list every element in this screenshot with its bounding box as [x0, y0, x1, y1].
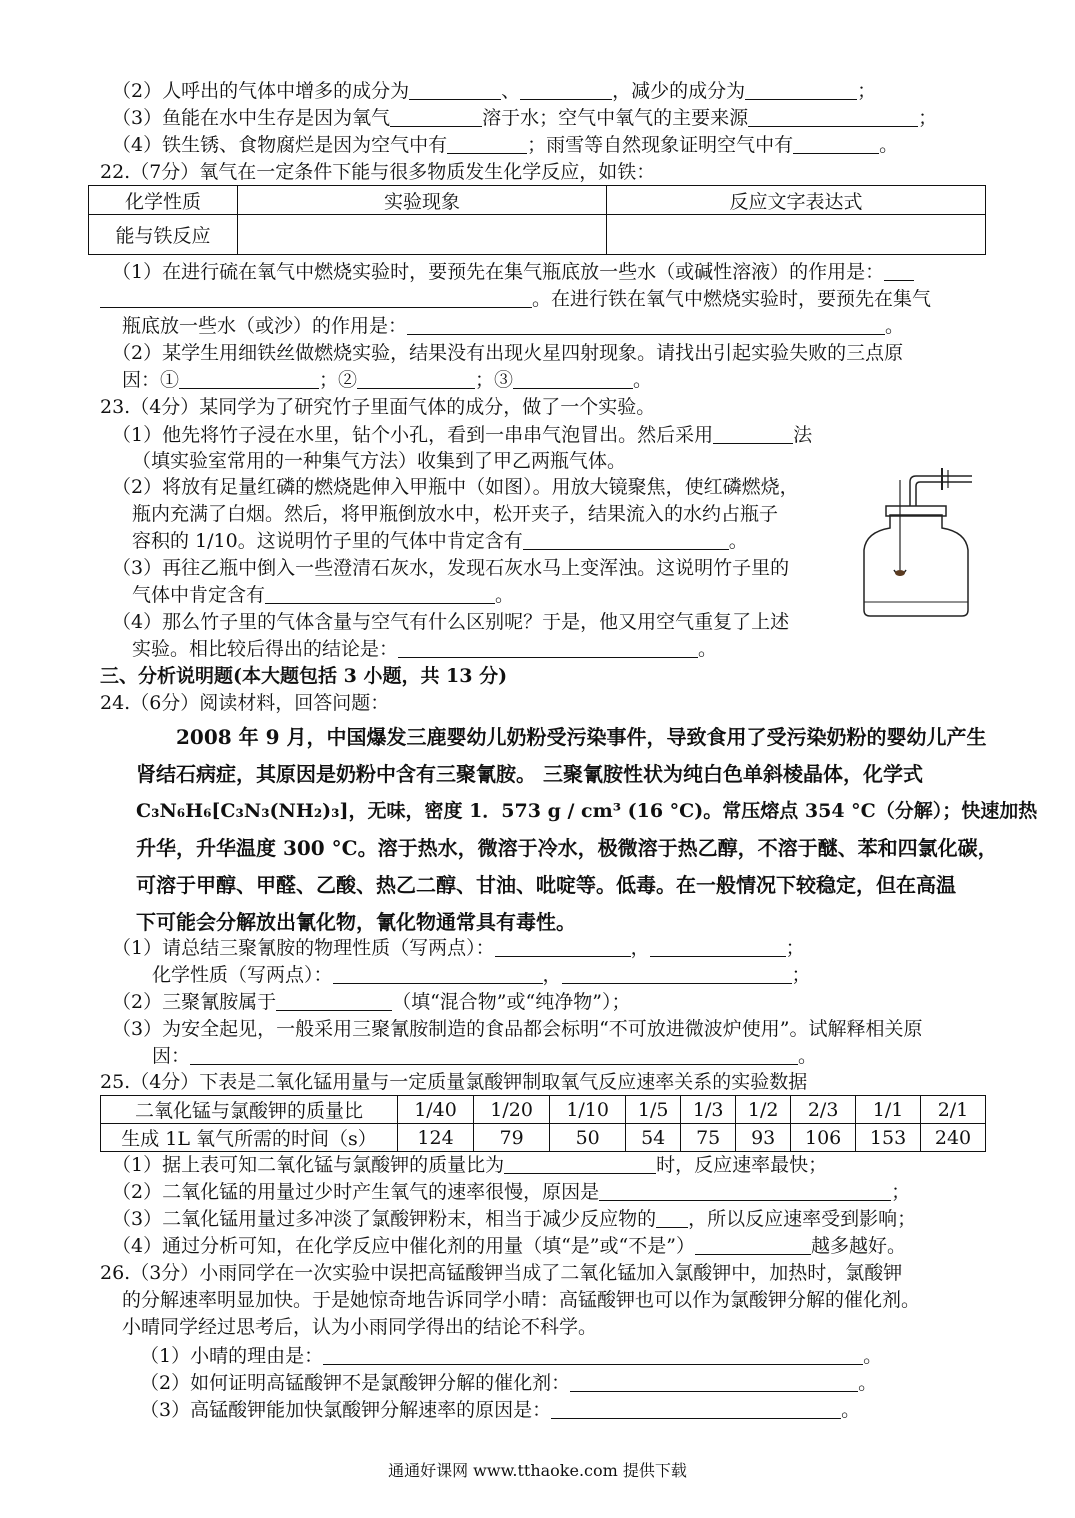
answer-blank[interactable]: [504, 1155, 656, 1174]
page-footer: 通通好课网 www.tthaoke.com 提供下载: [388, 1461, 687, 1480]
text: 因：①: [122, 369, 180, 391]
text: 气体中肯定含有: [132, 584, 266, 606]
q24-title: 24.（6分）阅读材料，回答问题：: [100, 692, 390, 714]
q22-p2-line1: （2）某学生用细铁丝做燃烧实验，结果没有出现火星四射现象。请找出引起实验失败的三点原: [112, 342, 904, 364]
q24-material-line6: 下可能会分解放出氰化物，氰化物通常具有毒性。: [136, 910, 576, 934]
q22-p1-line3: [122, 313, 904, 340]
text: 因：: [152, 1045, 191, 1067]
text: （4）铁生锈、食物腐烂是因为空气中有: [112, 134, 448, 156]
q25-title: 25.（4分）下表是二氧化锰用量与一定质量氯酸钾制取氧气反应速率关系的实验数据: [100, 1071, 808, 1093]
answer-blank[interactable]: [513, 370, 633, 389]
gas-bottle-apparatus-diagram: [852, 420, 982, 620]
answer-blank[interactable]: [100, 289, 532, 308]
q21-line3: [112, 105, 937, 132]
red-phosphorus-icon: [895, 570, 905, 576]
table-header: 实验现象: [238, 186, 607, 215]
table-row-label: 生成 1L 氧气所需的时间（s）: [101, 1124, 398, 1152]
table-cell: 1/40: [398, 1096, 474, 1124]
q25-data-table: [100, 1095, 986, 1152]
table-cell: 2/3: [791, 1096, 856, 1124]
answer-blank[interactable]: [884, 262, 914, 281]
text: ；: [791, 964, 811, 986]
q22-table: [88, 185, 986, 255]
answer-blank[interactable]: [562, 965, 792, 984]
q23-p2-line2: 瓶内充满了白烟。然后，将甲瓶倒放水中，松开夹子，结果流入的水约占瓶子: [132, 503, 779, 525]
q23-p3-line2: [132, 582, 514, 609]
answer-blank[interactable]: [656, 1209, 688, 1228]
q24-p1-line1: [112, 935, 805, 962]
q24-material-line2: 肾结石病症，其原因是奶粉中含有三聚氰胺。 三聚氰胺性状为纯白色单斜棱晶体，化学式: [136, 762, 923, 786]
q24-p3-line1: （3）为安全起见，一般采用三聚氰胺制造的食品都会标明“不可放进微波炉使用”。试解释相关原: [112, 1018, 923, 1040]
answer-blank[interactable]: [409, 81, 501, 100]
text: ；②: [319, 369, 358, 391]
answer-blank[interactable]: [745, 81, 857, 100]
q23-p4-line2: [132, 636, 717, 663]
answer-blank[interactable]: [650, 938, 786, 957]
answer-blank[interactable]: [333, 965, 543, 984]
table-cell: 1/3: [681, 1096, 736, 1124]
text: （2）三聚氰胺属于: [112, 991, 277, 1013]
text: ；雨雪等自然现象证明空气中有: [527, 134, 794, 156]
q23-p1-line2: （填实验室常用的一种集气方法）收集到了甲乙两瓶气体。: [132, 450, 627, 472]
q26-p1: [140, 1343, 882, 1370]
answer-blank[interactable]: [447, 135, 527, 154]
answer-blank[interactable]: [713, 425, 793, 444]
text: （1）请总结三聚氰胺的物理性质（写两点）：: [112, 937, 495, 959]
answer-blank[interactable]: [551, 1400, 841, 1419]
q23-p3-line1: （3）再往乙瓶中倒入一些澄清石灰水，发现石灰水马上变浑浊。这说明竹子里的: [112, 557, 790, 579]
text: （2）如何证明高锰酸钾不是氯酸钾分解的催化剂：: [140, 1372, 571, 1394]
q22-title: 22.（7分）氧气在一定条件下能与很多物质发生化学反应，如铁：: [100, 161, 656, 183]
answer-blank[interactable]: [357, 370, 475, 389]
text: 。: [495, 584, 515, 606]
table-cell: 1/5: [626, 1096, 681, 1124]
text: 法: [793, 424, 813, 446]
text: 。: [728, 530, 748, 552]
answer-blank[interactable]: [398, 639, 698, 658]
text: （1）小晴的理由是：: [140, 1345, 324, 1367]
answer-blank[interactable]: [276, 992, 392, 1011]
text: （2）人呼出的气体中增多的成分为: [112, 80, 410, 102]
text: 。: [698, 638, 718, 660]
answer-blank[interactable]: [523, 531, 729, 550]
answer-blank[interactable]: [390, 108, 482, 127]
table-row: [101, 1096, 986, 1124]
q24-material-line3: C₃N₆H₆[C₃N₃(NH₂)₃]，无味，密度 1．573 g / cm³ (16 °C)。常压熔点 354 °C（分解）；快速加热: [136, 800, 1038, 822]
q21-line2: [112, 78, 876, 105]
text: （1）他先将竹子浸在水里，钻个小孔，看到一串串气泡冒出。然后采用: [112, 424, 714, 446]
q24-material-line4: 升华，升华温度 300 °C。溶于热水，微溶于冷水，极微溶于热乙醇，不溶于醚、苯和四氯化碳，: [136, 836, 998, 860]
table-cell: 106: [791, 1124, 856, 1152]
table-header: 反应文字表达式: [607, 186, 986, 215]
table-cell: 124: [398, 1124, 474, 1152]
table-cell: 240: [921, 1124, 986, 1152]
text: ；: [785, 937, 805, 959]
q26-p3: [140, 1397, 860, 1424]
text: ，所以反应速率受到影响；: [688, 1208, 917, 1230]
table-cell: 1/1: [856, 1096, 921, 1124]
answer-blank[interactable]: [495, 938, 631, 957]
text: （3）二氧化锰用量过多冲淡了氯酸钾粉末，相当于减少反应物的: [112, 1208, 657, 1230]
text: ；: [918, 107, 938, 129]
table-cell: 1/10: [550, 1096, 626, 1124]
table-cell-answer[interactable]: [238, 215, 607, 255]
q24-material-line5: 可溶于甲醇、甲醛、乙酸、热乙二醇、甘油、吡啶等。低毒。在一般情况下较稳定，但在高温: [136, 873, 956, 897]
q24-material-line1: 2008 年 9 月，中国爆发三鹿婴幼儿奶粉受污染事件，导致食用了受污染奶粉的婴幼儿产生: [176, 725, 987, 749]
answer-blank[interactable]: [570, 1373, 858, 1392]
answer-blank[interactable]: [407, 316, 885, 335]
text: ，: [542, 964, 562, 986]
text: 。: [863, 1345, 883, 1367]
table-cell: 75: [681, 1124, 736, 1152]
answer-blank[interactable]: [599, 1182, 891, 1201]
q25-p4: [112, 1233, 906, 1260]
answer-blank[interactable]: [748, 108, 918, 127]
q23-p2-line3: [132, 528, 748, 555]
q23-p2-line1: （2）将放有足量红磷的燃烧匙伸入甲瓶中（如图）。用放大镜聚焦，使红磷燃烧，: [112, 476, 799, 498]
text: ；③: [475, 369, 514, 391]
text: ；: [891, 1181, 911, 1203]
answer-blank[interactable]: [323, 1346, 863, 1365]
text: （填“混合物”或“纯净物”）；: [392, 991, 631, 1013]
table-cell: 能与铁反应: [89, 215, 238, 255]
q25-p3: [112, 1206, 916, 1233]
table-cell: 54: [626, 1124, 681, 1152]
q25-p2: [112, 1179, 910, 1206]
text: （4）通过分析可知，在化学反应中催化剂的用量（填“是”或“不是”）: [112, 1235, 695, 1257]
q22-p1-line1: [112, 259, 914, 286]
q26-line2: 的分解速率明显加快。于是她惊奇地告诉同学小晴：高锰酸钾也可以作为氯酸钾分解的催化剂。: [122, 1289, 921, 1311]
q26-p2: [140, 1370, 877, 1397]
text: （3）高锰酸钾能加快氯酸钾分解速率的原因是：: [140, 1399, 552, 1421]
answer-blank[interactable]: [179, 370, 319, 389]
answer-blank[interactable]: [520, 81, 612, 100]
text: ，减少的成分为: [612, 80, 746, 102]
q21-line4: [112, 132, 898, 159]
q24-p3-line2: [152, 1043, 817, 1070]
q22-p2-line2: [122, 367, 652, 394]
text: 。: [858, 1372, 878, 1394]
text: 时，反应速率最快；: [656, 1154, 828, 1176]
text: ；: [857, 80, 877, 102]
text: （3）鱼能在水中生存是因为氧气: [112, 107, 391, 129]
table-cell: 153: [856, 1124, 921, 1152]
q26-line3: 小晴同学经过思考后，认为小雨同学得出的结论不科学。: [122, 1316, 598, 1338]
table-header: 化学性质: [89, 186, 238, 215]
text: （1）在进行硫在氧气中燃烧实验时，要预先在集气瓶底放一些水（或碱性溶液）的作用是：: [112, 261, 885, 283]
table-cell: 93: [736, 1124, 791, 1152]
table-cell: 1/2: [736, 1096, 791, 1124]
answer-blank[interactable]: [793, 135, 879, 154]
answer-blank[interactable]: [265, 585, 495, 604]
text: 、: [501, 80, 521, 102]
table-row: [101, 1124, 986, 1152]
text: 。: [841, 1399, 861, 1421]
table-cell: 50: [550, 1124, 626, 1152]
text: 。: [879, 134, 899, 156]
table-row-label: 二氧化锰与氯酸钾的质量比: [101, 1096, 398, 1124]
section-3-title: 三、分析说明题(本大题包括 3 小题，共 13 分): [100, 665, 508, 687]
text: 溶于水；空气中氧气的主要来源: [482, 107, 749, 129]
q23-p1-line1: [112, 422, 812, 449]
text: 容积的 1/10。这说明竹子里的气体中肯定含有: [132, 530, 523, 552]
q26-line1: 26.（3分）小雨同学在一次实验中误把高锰酸钾当成了二氧化锰加入氯酸钾中，加热时，氯酸钾: [100, 1262, 903, 1284]
q24-p1-line2: [152, 962, 811, 989]
text: 。: [633, 369, 653, 391]
q23-p4-line1: （4）那么竹子里的气体含量与空气有什么区别呢？于是，他又用空气重复了上述: [112, 611, 790, 633]
q23-title: 23.（4分）某同学为了研究竹子里面气体的成分，做了一个实验。: [100, 396, 656, 418]
table-cell: 1/20: [474, 1096, 550, 1124]
text: 化学性质（写两点）：: [152, 964, 333, 986]
text: 瓶底放一些水（或沙）的作用是：: [122, 315, 408, 337]
text: 实验。相比较后得出的结论是：: [132, 638, 399, 660]
q24-p2: [112, 989, 630, 1016]
text: 越多越好。: [810, 1235, 906, 1257]
q25-p1: [112, 1152, 827, 1179]
answer-blank[interactable]: [190, 1046, 798, 1065]
text: 。: [798, 1045, 818, 1067]
text: （1）据上表可知二氧化锰与氯酸钾的质量比为: [112, 1154, 505, 1176]
text: 。: [885, 315, 905, 337]
answer-blank[interactable]: [695, 1236, 811, 1255]
q22-p1-line2: [100, 286, 931, 313]
text: 。在进行铁在氧气中燃烧实验时，要预先在集气: [532, 288, 932, 310]
table-cell-answer[interactable]: [607, 215, 986, 255]
text: ，: [630, 937, 650, 959]
table-cell: 79: [474, 1124, 550, 1152]
table-cell: 2/1: [921, 1096, 986, 1124]
text: （2）二氧化锰的用量过少时产生氧气的速率很慢，原因是: [112, 1181, 600, 1203]
